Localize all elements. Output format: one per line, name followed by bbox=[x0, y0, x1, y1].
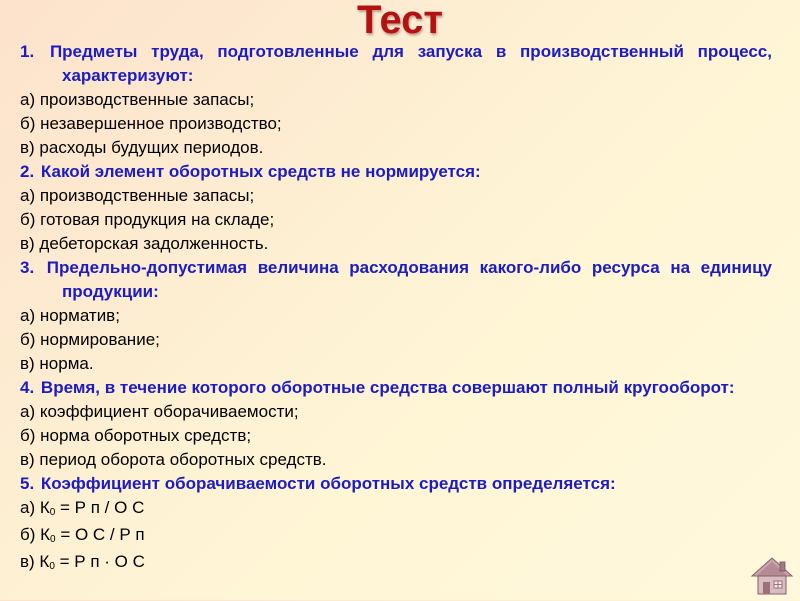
question-text: Время, в течение которого оборотные средства совершают полный кругооборот: bbox=[40, 378, 735, 397]
question-number: 4. bbox=[20, 378, 35, 397]
question-3 bbox=[20, 256, 772, 304]
question-number: 1. bbox=[20, 42, 35, 61]
question-5 bbox=[20, 472, 772, 496]
question-text: Предельно-допустимая величина расходования какого-либо ресурса на единицу продукции: bbox=[46, 258, 772, 301]
question-4 bbox=[20, 376, 772, 400]
question-text: Какой элемент оборотных средств не нормируется: bbox=[40, 162, 481, 181]
slide-title: Тест bbox=[357, 0, 443, 42]
formula-rest: = О С / Р п bbox=[55, 525, 145, 544]
formula-prefix: б) К bbox=[20, 525, 51, 544]
question-number: 3. bbox=[20, 258, 35, 277]
formula-rest: = Р п · О С bbox=[54, 552, 145, 571]
formula-option bbox=[20, 523, 772, 550]
question-text: Предметы труда, подготовленные для запуска в производственный процесс, характеризуют: bbox=[49, 42, 772, 85]
formula-subscript: 0 bbox=[49, 561, 55, 572]
formula-option bbox=[20, 496, 772, 523]
test-content bbox=[20, 40, 772, 577]
question-1 bbox=[20, 40, 772, 88]
answer-option: б) нормирование; bbox=[20, 330, 160, 349]
answer-option: в) дебеторская задолженность. bbox=[20, 234, 269, 253]
answer-option: б) готовая продукция на складе; bbox=[20, 210, 275, 229]
answer-option: а) производственные запасы; bbox=[20, 186, 255, 205]
home-button[interactable] bbox=[750, 556, 794, 596]
answer-option: б) норма оборотных средств; bbox=[20, 426, 252, 445]
answer-option: в) период оборота оборотных средств. bbox=[20, 450, 327, 469]
answer-option: а) коэффициент оборачиваемости; bbox=[20, 402, 299, 421]
formula-rest: = Р п / О С bbox=[55, 498, 145, 517]
formula-prefix: в) К bbox=[20, 552, 50, 571]
formula-subscript: 0 bbox=[50, 534, 56, 545]
question-number: 2. bbox=[20, 162, 35, 181]
question-2 bbox=[20, 160, 772, 184]
formula-prefix: а) К bbox=[20, 498, 50, 517]
answer-option: а) норматив; bbox=[20, 306, 120, 325]
answer-option: в) расходы будущих периодов. bbox=[20, 138, 264, 157]
home-icon bbox=[750, 556, 794, 596]
formula-option bbox=[20, 550, 772, 577]
answer-option: в) норма. bbox=[20, 354, 94, 373]
question-text: Коэффициент оборачиваемости оборотных средств определяется: bbox=[40, 474, 616, 493]
answer-option: б) незавершенное производство; bbox=[20, 114, 282, 133]
question-number: 5. bbox=[20, 474, 35, 493]
formula-subscript: 0 bbox=[49, 507, 56, 518]
answer-option: а) производственные запасы; bbox=[20, 90, 255, 109]
